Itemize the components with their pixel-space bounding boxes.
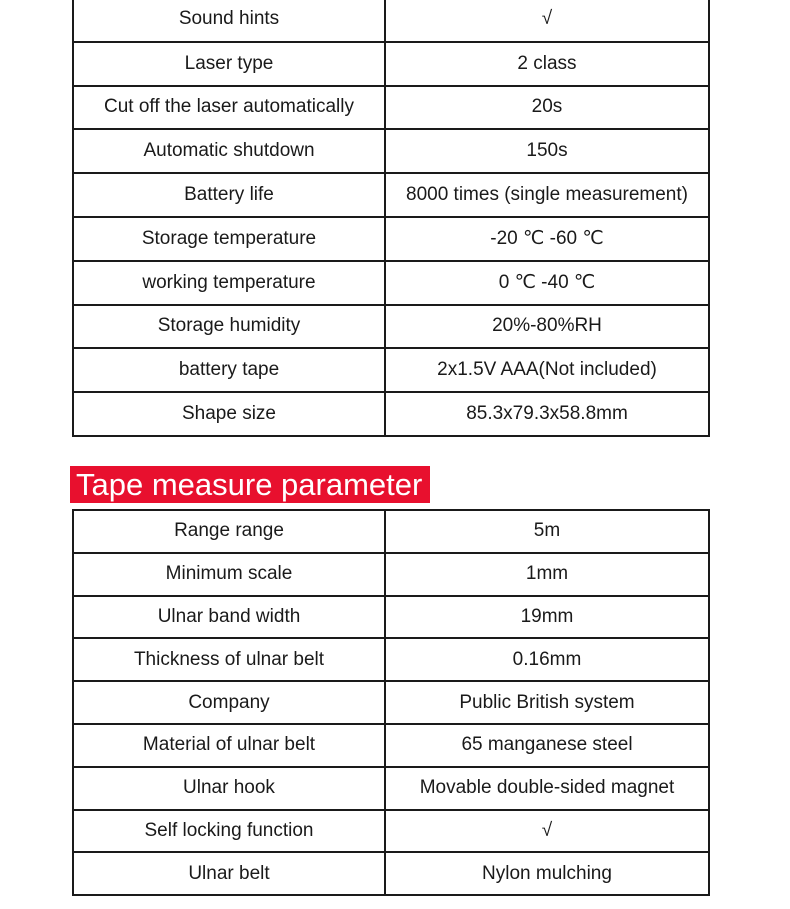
table-row [73,810,709,853]
table-row [73,305,709,349]
param-value: 85.3x79.3x58.8mm [385,392,709,436]
table-row [73,42,709,86]
param-value: 1mm [385,553,709,596]
laser-parameter-table [72,0,710,437]
table-row [73,173,709,217]
param-label: Cut off the laser automatically [73,86,385,130]
param-value: 2x1.5V AAA(Not included) [385,348,709,392]
param-value: Public British system [385,681,709,724]
param-value: √ [385,0,709,42]
table-row [73,129,709,173]
param-value: 19mm [385,596,709,639]
param-label: Ulnar hook [73,767,385,810]
table-row [73,638,709,681]
tape-measure-parameter-table [72,509,710,896]
param-label: working temperature [73,261,385,305]
table-row [73,724,709,767]
table-row [73,767,709,810]
table-row [73,217,709,261]
param-label: Thickness of ulnar belt [73,638,385,681]
param-value: 0.16mm [385,638,709,681]
param-label: Material of ulnar belt [73,724,385,767]
param-label: Minimum scale [73,553,385,596]
param-label: Company [73,681,385,724]
param-label: Ulnar band width [73,596,385,639]
section-title: Tape measure parameter [70,466,430,503]
param-value: 65 manganese steel [385,724,709,767]
param-value: -20 ℃ -60 ℃ [385,217,709,261]
table-row [73,681,709,724]
table-row [73,0,709,42]
param-label: Automatic shutdown [73,129,385,173]
param-value: 20s [385,86,709,130]
param-label: Shape size [73,392,385,436]
param-value: 20%-80%RH [385,305,709,349]
param-value: Nylon mulching [385,852,709,895]
param-value: √ [385,810,709,853]
table-row [73,553,709,596]
param-label: Laser type [73,42,385,86]
param-label: battery tape [73,348,385,392]
param-label: Self locking function [73,810,385,853]
param-value: 150s [385,129,709,173]
table-row [73,86,709,130]
param-label: Storage temperature [73,217,385,261]
param-value: 0 ℃ -40 ℃ [385,261,709,305]
table-row [73,852,709,895]
param-label: Ulnar belt [73,852,385,895]
table-row [73,261,709,305]
table-row [73,510,709,553]
table-row [73,392,709,436]
param-label: Range range [73,510,385,553]
param-value: 5m [385,510,709,553]
param-value: 8000 times (single measurement) [385,173,709,217]
param-label: Storage humidity [73,305,385,349]
param-value: 2 class [385,42,709,86]
param-label: Battery life [73,173,385,217]
table-row [73,596,709,639]
param-value: Movable double-sided magnet [385,767,709,810]
param-label: Sound hints [73,0,385,42]
table-row [73,348,709,392]
